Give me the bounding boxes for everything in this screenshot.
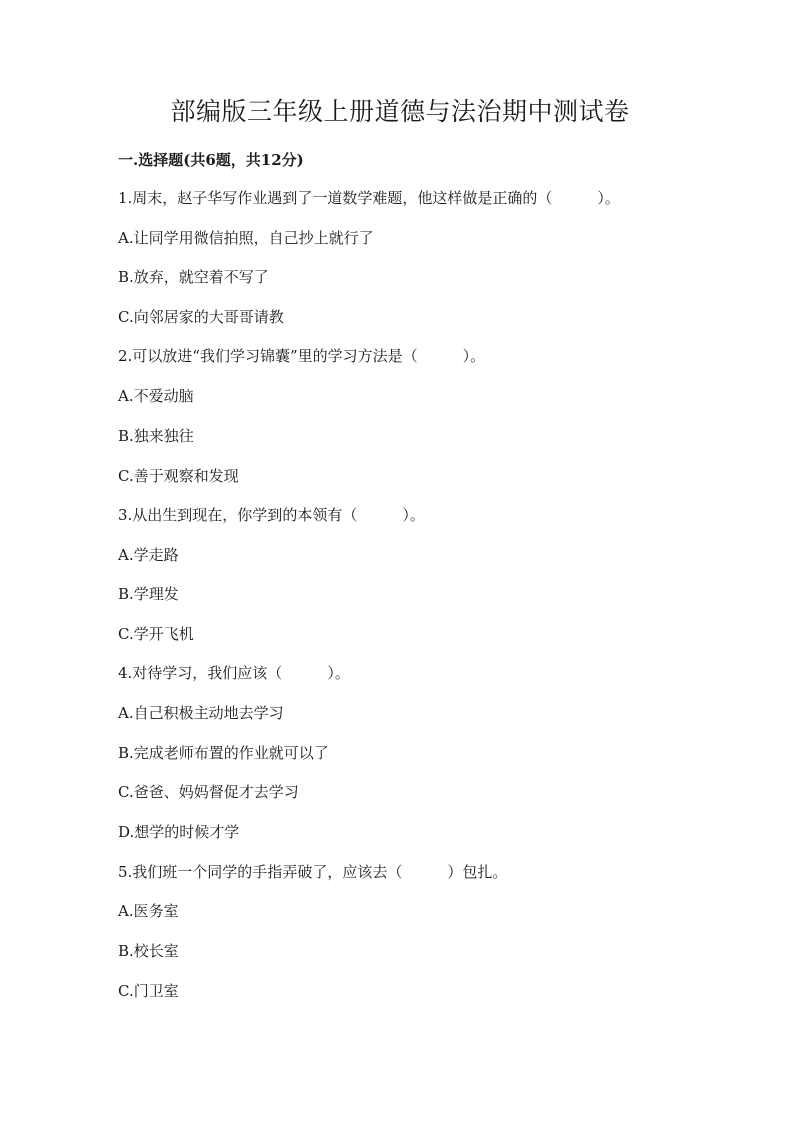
question-4-option-c: C.爸爸、妈妈督促才去学习 <box>118 783 299 801</box>
question-3-option-a: A.学走路 <box>118 546 179 564</box>
question-2-option-c: C.善于观察和发现 <box>118 467 239 485</box>
question-4-option-b: B.完成老师布置的作业就可以了 <box>118 744 329 762</box>
question-1-option-c: C.向邻居家的大哥哥请教 <box>118 308 284 326</box>
question-5-option-c: C.门卫室 <box>118 982 179 1000</box>
question-3-option-c: C.学开飞机 <box>118 625 194 643</box>
document-title: 部编版三年级上册道德与法治期中测试卷 <box>170 97 630 126</box>
question-1-option-a: A.让同学用微信拍照，自己抄上就行了 <box>118 229 374 247</box>
question-3-stem: 3.从出生到现在，你学到的本领有（ ）。 <box>118 506 425 524</box>
question-5-option-b: B.校长室 <box>118 942 179 960</box>
question-1-option-b: B.放弃，就空着不写了 <box>118 268 269 286</box>
section-heading: 一.选择题(共6题，共12分) <box>118 151 304 169</box>
question-4-stem: 4.对待学习，我们应该（ ）。 <box>118 664 350 682</box>
question-4-option-a: A.自己积极主动地去学习 <box>118 704 284 722</box>
question-2-option-b: B.独来独往 <box>118 427 194 445</box>
question-3-option-b: B.学理发 <box>118 585 179 603</box>
question-4-option-d: D.想学的时候才学 <box>118 823 240 841</box>
question-1-stem: 1.周末，赵子华写作业遇到了一道数学难题，他这样做是正确的（ ）。 <box>118 189 620 207</box>
question-5-option-a: A.医务室 <box>118 902 179 920</box>
question-2-stem: 2.可以放进“我们学习锦囊”里的学习方法是（ ）。 <box>118 347 486 365</box>
question-5-stem: 5.我们班一个同学的手指弄破了，应该去（ ）包扎。 <box>118 863 508 881</box>
question-2-option-a: A.不爱动脑 <box>118 387 194 405</box>
